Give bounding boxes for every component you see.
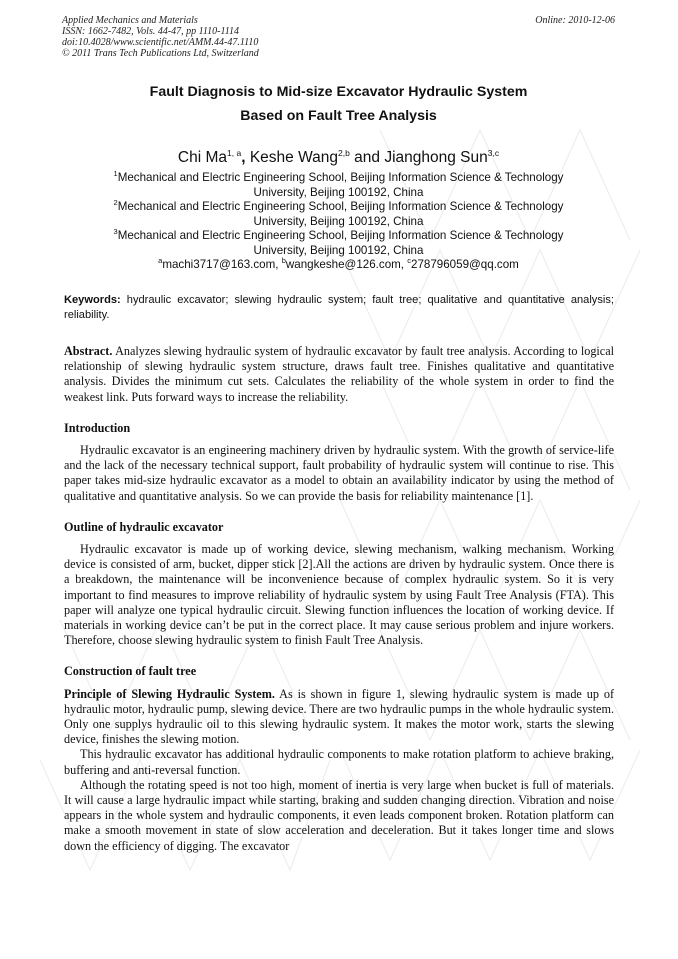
principle-label: Principle of Slewing Hydraulic System.	[64, 686, 275, 701]
affiliation-1	[62, 171, 615, 200]
section-heading-construction: Construction of fault tree	[64, 664, 197, 679]
affiliation-3-line-1: Mechanical and Electric Engineering School, Beijing Information Science & Technology	[117, 229, 564, 242]
author-1: Chi Ma	[177, 149, 228, 167]
author-3-sup: 3,c	[487, 148, 500, 158]
affiliation-2	[62, 200, 615, 229]
email-c-sup: c	[407, 256, 411, 266]
principle-paragraph	[64, 687, 614, 748]
abstract	[64, 344, 614, 405]
affiliation-3	[62, 229, 615, 258]
journal-doi: doi:10.4028/www.scientific.net/AMM.44-47.1110	[62, 37, 259, 48]
author-1-sup: 1, a	[227, 148, 242, 158]
section-heading-outline: Outline of hydraulic excavator	[64, 519, 224, 534]
paper-title	[62, 80, 615, 128]
journal-name: Applied Mechanics and Materials	[62, 15, 198, 26]
construction-paragraph-3: Although the rotating speed is not too high, moment of inertia is very large when bucket is full of materials. It will cause a large hydraulic impact while starting, braking and sudden changing direction. Vibration and noise appears in the whole system and hydraulic components, it even leads component broken. Rotation platform can make a smooth movement in state of slow acceleration and deceleration. But it takes longer time and slows down the efficiency of digging. The excavator	[64, 777, 614, 853]
paper-body	[64, 344, 614, 854]
author-and: and	[349, 149, 385, 167]
keywords	[64, 293, 614, 322]
section-heading-introduction: Introduction	[64, 420, 131, 435]
affiliation-2-num: 2	[113, 198, 118, 208]
affiliation-3-num: 3	[113, 227, 118, 237]
affiliation-1-line-1: Mechanical and Electric Engineering School, Beijing Information Science & Technology	[117, 171, 564, 184]
author-3: Jianghong Sun	[384, 149, 488, 167]
keywords-text: hydraulic excavator; slewing hydraulic system; fault tree; qualitative and quantitative analysis; reliability.	[64, 294, 614, 321]
keywords-label: Keywords:	[64, 294, 121, 306]
author-sep: ,	[241, 149, 250, 167]
affiliation-2-line-2: University, Beijing 100192, China	[253, 214, 424, 228]
journal-issn: ISSN: 1662-7482, Vols. 44-47, pp 1110-1114	[62, 26, 240, 37]
online-date: Online: 2010-12-06	[535, 15, 615, 26]
affiliation-1-num: 1	[113, 169, 118, 179]
author-2-sup: 2,b	[338, 148, 350, 158]
email-a-sup: a	[158, 256, 163, 266]
email-b: wangkeshe@126.com,	[285, 258, 408, 271]
construction-paragraph-2: This hydraulic excavator has additional hydraulic components to make rotation platform to achieve braking, buffering and anti-reversal function.	[64, 747, 614, 777]
introduction-paragraph: Hydraulic excavator is an engineering machinery driven by hydraulic system. With the growth of service-life and the lack of the necessary technical support, fault probability of hydraulic system will continue to rise. This paper takes mid-size hydraulic excavator as a model to obtain an availability indicator by using the method of qualitative and quantitative analysis. So we can provide the basis for reliability maintenance [1].	[64, 443, 614, 503]
author-list	[62, 148, 615, 167]
principle-text: As is shown in figure 1, slewing hydraulic system is made up of hydraulic motor, hydraulic pump, slewing device. There are two hydraulic pumps in the whole hydraulic system. Only one supplys hydraulic oil to this slewing hydraulic system. It makes the motor work, starts the slewing device, finishes the slewing motion.	[64, 686, 614, 747]
affiliation-1-line-2: University, Beijing 100192, China	[253, 185, 424, 199]
author-2: Keshe Wang	[249, 149, 338, 167]
journal-copyright: © 2011 Trans Tech Publications Ltd, Switzerland	[62, 48, 259, 59]
outline-paragraph: Hydraulic excavator is made up of working device, slewing mechanism, walking mechanism. Working device is consisted of arm, bucket, dipper stick [2].All the actions are driven by hydraulic system. Once there is a breakdown, the maintenance will be inconvenience because of complex hydraulic system. So it is very important to find measures to improve reliability of hydraulic system by using Fault Tree Analysis (FTA). This paper will analyze one typical hydraulic circuit. Slewing function influences the location of working device. If materials in working device can’t be put in the correct place. It may cause serious problem and injure workers. Therefore, choose slewing hydraulic system to finish Fault Tree Analysis.	[64, 542, 614, 648]
affiliation-2-line-1: Mechanical and Electric Engineering School, Beijing Information Science & Technology	[117, 200, 564, 213]
title-line-1: Fault Diagnosis to Mid-size Excavator Hydraulic System	[149, 84, 528, 100]
email-b-sup: b	[281, 256, 286, 266]
abstract-text: Analyzes slewing hydraulic system of hydraulic excavator by fault tree analysis. According to logical relationship of slewing hydraulic system structure, draws fault tree. Finishes qualitative and quantitative analysis. Divides the minimum cut sets. Calculates the reliability of the whole system in order to find the weakest link. Puts forward ways to increase the reliability.	[64, 344, 615, 404]
email-a: machi3717@163.com,	[162, 258, 282, 271]
email-c: 278796059@qq.com	[411, 258, 519, 271]
abstract-label: Abstract.	[64, 344, 113, 358]
title-line-2: Based on Fault Tree Analysis	[240, 108, 437, 124]
affiliation-3-line-2: University, Beijing 100192, China	[253, 243, 424, 257]
affiliations	[62, 171, 615, 273]
author-emails	[62, 258, 615, 273]
journal-meta	[62, 15, 259, 59]
